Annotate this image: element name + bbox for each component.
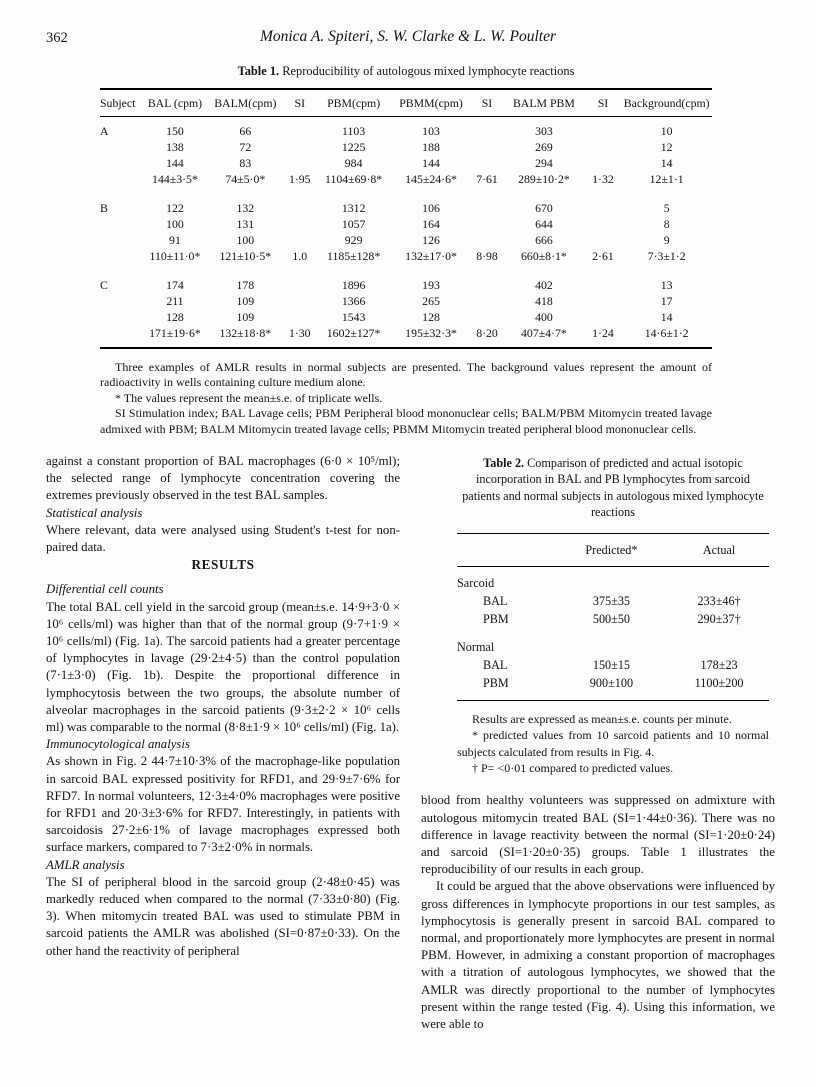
table1-cell <box>471 155 503 171</box>
table1-cell: 144 <box>166 156 184 170</box>
table1-cell <box>284 117 316 140</box>
table1-cell: 178 <box>236 278 255 292</box>
table1-cell: 145±24·6* <box>405 172 457 186</box>
table2-cell: 1100±200 <box>694 675 744 690</box>
table1-cell: 126 <box>422 233 440 247</box>
table1-row <box>100 155 712 171</box>
table1-cell <box>284 293 316 309</box>
body-columns <box>46 453 776 1033</box>
table1-cell <box>585 216 622 232</box>
subject-cell <box>100 171 143 187</box>
table2-section-row <box>457 628 769 656</box>
table1-cell: 150 <box>166 124 184 138</box>
table1-cell: 660±8·1* <box>521 249 567 263</box>
table2-row <box>457 674 769 701</box>
table1-cell: 670 <box>535 201 553 215</box>
table1-col-pbm: PBM(cpm) <box>316 89 391 117</box>
table1-cell: 303 <box>535 124 553 138</box>
table2-section-label: Sarcoid <box>457 575 495 590</box>
table2-col-predicted: Predicted* <box>554 533 669 566</box>
subject-cell: B <box>100 201 108 215</box>
table1-body <box>100 117 712 349</box>
table1-cell <box>284 216 316 232</box>
table1-cell: 122 <box>166 201 184 215</box>
table1-cell: 1896 <box>341 278 366 292</box>
table1-row <box>100 248 712 264</box>
table1-cell: 66 <box>239 124 252 138</box>
table1-cell <box>471 264 503 293</box>
table1-cell: 211 <box>166 294 184 308</box>
table1-cell <box>585 155 622 171</box>
table1 <box>100 88 712 349</box>
table1-cell <box>585 117 622 140</box>
table2-col-empty <box>457 533 554 566</box>
table1-cell <box>585 232 622 248</box>
running-head-authors: Monica A. Spiteri, S. W. Clarke & L. W. Poulter <box>259 28 557 45</box>
table1-caption <box>100 64 712 79</box>
table2-caption <box>457 455 769 521</box>
table1-cell: 1·24 <box>592 326 614 340</box>
table1-row <box>100 325 712 348</box>
statistical-analysis-heading: Statistical analysis <box>46 505 143 520</box>
table1-cell: 1312 <box>341 201 366 215</box>
table1-caption-text: Reproducibility of autologous mixed lymphocyte reactions <box>279 64 575 78</box>
table2-cell: 290±37† <box>697 611 741 626</box>
table1-notes <box>100 360 712 437</box>
table1-note-general: Three examples of AMLR results in normal subjects are presented. The background values represent the amount of radioactivity in wells containing culture medium alone. <box>100 360 712 390</box>
table2-col-actual: Actual <box>669 533 769 566</box>
table2-cell: 375±35 <box>592 593 631 608</box>
table2-cell: 178±23 <box>700 657 738 672</box>
table1-cell: 171±19·6* <box>149 326 201 340</box>
table1-cell: 106 <box>422 201 440 215</box>
table1-cell: 9 <box>663 233 670 247</box>
table2-section-row <box>457 566 769 592</box>
subject-cell <box>100 248 143 264</box>
table1-cell: 1.0 <box>292 249 308 263</box>
table1-cell: 1·95 <box>288 172 311 186</box>
left-column <box>46 453 400 1033</box>
table1-cell: 100 <box>166 217 184 231</box>
table1-cell: 17 <box>660 294 673 308</box>
table1-cell <box>284 187 316 216</box>
table1-cell: 1104±69·8* <box>325 172 383 186</box>
subject-cell <box>100 325 143 348</box>
table1-cell: 128 <box>422 310 440 324</box>
table1-row <box>100 216 712 232</box>
table1-cell: 400 <box>535 310 553 324</box>
table1-cell <box>471 187 503 216</box>
table1-note-abbreviations: SI Stimulation index; BAL Lavage cells; PBM Peripheral blood mononuclear cells; BALM/PBM Mitomycin treated lavage admixed with PBM; BALM Mitomycin treated lavage cells; PBMM Mitomycin treated peripheral blood mononuclear cells. <box>100 406 712 436</box>
table1-cell: 144±3·5* <box>152 172 198 186</box>
table2-body <box>457 566 769 700</box>
table1-row <box>100 117 712 140</box>
table2-row <box>457 610 769 628</box>
table1-cell: 12±1·1 <box>649 172 684 186</box>
table1-cell: 144 <box>422 156 440 170</box>
table1-cell: 1185±128* <box>327 249 381 263</box>
table2-block <box>457 455 769 776</box>
table1-cell: 10 <box>660 124 673 138</box>
table2-cell: BAL <box>483 593 508 608</box>
subject-cell <box>100 139 143 155</box>
table1-cell <box>284 264 316 293</box>
table2-cell: PBM <box>483 675 509 690</box>
table2-row <box>457 656 769 674</box>
table1-cell: 164 <box>422 217 440 231</box>
table1-cell: 2·61 <box>592 249 614 263</box>
table1-cell <box>284 139 316 155</box>
table1-cell: 74±5·0* <box>225 172 266 186</box>
table1-row <box>100 232 712 248</box>
table1-cell: 1602±127* <box>326 326 381 340</box>
table1-cell: 1225 <box>341 140 366 154</box>
table1-cell <box>471 139 503 155</box>
table1-cell: 132±18·8* <box>219 326 272 340</box>
table1-row <box>100 171 712 187</box>
table1-cell: 14·6±1·2 <box>644 326 689 340</box>
right-paragraph-1: blood from healthy volunteers was suppressed on admixture with autologous mitomycin treated BAL (SI=1·44±0·36). There was no difference in lavage reactivity between the normal (SI=1·20±0·24) and sarcoid (SI=1·20±0·35) groups. Table 1 illustrates the reproducibility of our results in each group. <box>421 793 775 877</box>
table2-cell: PBM <box>483 611 509 626</box>
table1-cell: 13 <box>660 278 673 292</box>
table1-cell: 402 <box>535 278 553 292</box>
table2-caption-text: Comparison of predicted and actual isotopic incorporation in BAL and PB lymphocytes from sarcoid patients and normal subjects in autologous mixed lymphocyte reactions <box>462 456 764 520</box>
differential-paragraph: The total BAL cell yield in the sarcoid group (mean±s.e. 14·9+3·0 × 10⁶ cells/ml) was higher than that of the normal group (9·7+1·9 × 10⁶ cells/ml) (Fig. 1a). The sarcoid patients had a greater percentage of lymphocytes in lavage (29·2±4·5) than the control population (7·1±3·0) (Fig. 1b). Despite the proportional difference in lymphocytosis between the two groups, the absolute number of alveolar macrophages in the sarcoid patients (9·3±2·2 × 10⁶ cells ml) was comparable to the normal (8·8±1·9 × 10⁶ cells/ml) (Fig. 1a). <box>46 599 400 735</box>
table1-cell: 8·98 <box>476 249 498 263</box>
table1-cell <box>585 187 622 216</box>
table1-cell: 100 <box>236 233 255 247</box>
table1-cell: 1366 <box>341 294 366 308</box>
table1-col-bal: BAL (cpm) <box>143 89 207 117</box>
table1-cell <box>585 309 622 325</box>
table1-cell: 109 <box>236 294 255 308</box>
table1-cell: 294 <box>535 156 553 170</box>
table1-cell: 110±11·0* <box>149 249 201 263</box>
table1-cell: 132±17·0* <box>405 249 457 263</box>
table1-cell: 8 <box>663 217 670 231</box>
table1-col-subject: Subject <box>100 89 143 117</box>
table1-cell <box>284 232 316 248</box>
table1-cell <box>284 309 316 325</box>
table1-cell <box>471 309 503 325</box>
table2-notes <box>457 711 769 777</box>
table1-cell: 418 <box>535 294 553 308</box>
table1-cell: 14 <box>660 156 673 170</box>
subject-cell <box>100 293 143 309</box>
table2-header-row <box>457 533 769 566</box>
table1-cell <box>471 117 503 140</box>
immuno-paragraph: As shown in Fig. 2 44·7±10·3% of the macrophage-like population in sarcoid BAL expressed positivity for RFD1, and 29·9±7·6% for RFD7. In normal volunteers, 12·3±4·0% macrophages were positive for RFD1 and 20·3±3·6% for RFD7. Interestingly, in patients with sarcoidosis 27·2±6·1% of lavage macrophages expressed both surface markers, compared to 7·3±2·0% in normals. <box>46 754 400 855</box>
amlr-heading: AMLR analysis <box>46 857 125 872</box>
table1-cell: 265 <box>422 294 440 308</box>
table1-cell: 5 <box>663 201 670 215</box>
table1-cell: 929 <box>344 233 363 247</box>
table1-cell: 7·3±1·2 <box>647 249 686 263</box>
table1-row <box>100 309 712 325</box>
table2 <box>457 533 769 701</box>
table2-caption-label: Table 2. <box>483 456 525 470</box>
table1-cell: 1103 <box>342 124 366 138</box>
statistical-analysis-paragraph: Where relevant, data were analysed using Student's t-test for non-paired data. <box>46 522 400 555</box>
table1-cell: 666 <box>535 233 553 247</box>
right-column <box>421 453 775 1033</box>
table1-cell <box>585 139 622 155</box>
subject-cell <box>100 155 143 171</box>
subject-cell: C <box>100 278 108 292</box>
table1-cell: 91 <box>169 233 181 247</box>
table1-cell: 8·20 <box>476 326 498 340</box>
table1-cell <box>284 155 316 171</box>
table1-cell: 12 <box>660 140 673 154</box>
table2-cell: 500±50 <box>592 611 631 626</box>
table1-row <box>100 293 712 309</box>
subject-cell <box>100 232 143 248</box>
table1-col-si2: SI <box>471 89 503 117</box>
table1-cell <box>585 264 622 293</box>
results-heading: RESULTS <box>191 557 255 573</box>
table1-cell: 109 <box>236 310 255 324</box>
right-paragraph-2: It could be argued that the above observations were influenced by gross differences in lymphocyte proportions in our test samples, as lymphocytosis is generally present in sarcoid BAL compared to normal, and proportionately more lymphocytes are present in normal PBM. However, in admixing a constant proportion of macrophages with a titration of autologous lymphocytes, we showed that the AMLR was directly proportional to the number of lymphocytes present within the range tested (Fig. 4). Using this information, we were able to <box>421 879 775 1032</box>
table1-cell: 1·32 <box>592 172 614 186</box>
amlr-paragraph: The SI of peripheral blood in the sarcoid group (2·48±0·45) was markedly reduced when compared to the normal (7·33±0·80) (Fig. 3). When mitomycin treated BAL was used to stimulate PBM in sarcoid patients the AMLR was abolished (SI=0·87±0·33). On the other hand the reactivity of peripheral <box>46 874 400 958</box>
table1-cell <box>585 293 622 309</box>
table2-note-dagger: † P= <0·01 compared to predicted values. <box>472 761 674 776</box>
table1-cell: 132 <box>236 201 255 215</box>
table1-cell: 138 <box>166 140 184 154</box>
table2-cell: 233±46† <box>697 593 741 608</box>
table1-cell: 7·61 <box>476 172 498 186</box>
table1-cell: 984 <box>344 156 363 170</box>
table1-cell: 289±10·2* <box>518 172 570 186</box>
table1-cell: 131 <box>236 217 255 231</box>
table1-cell <box>471 216 503 232</box>
table1-cell: 72 <box>239 140 252 154</box>
immuno-heading: Immunocytological analysis <box>46 737 190 752</box>
table1-col-si3: SI <box>585 89 622 117</box>
table1-cell: 1057 <box>341 217 366 231</box>
table1-header-row <box>100 89 712 117</box>
page-number: 362 <box>46 30 68 46</box>
table1-col-background: Background(cpm) <box>621 89 712 117</box>
table2-cell: 150±15 <box>592 657 631 672</box>
table1-cell: 269 <box>535 140 553 154</box>
table2-note-asterisk: * predicted values from 10 sarcoid patients and 10 normal subjects calculated from results in Fig. 4. <box>457 728 769 759</box>
table1-cell: 193 <box>422 278 440 292</box>
table1-cell: 14 <box>660 310 673 324</box>
table1-cell: 1·30 <box>288 326 311 340</box>
table1-cell: 644 <box>535 217 553 231</box>
table1-block <box>100 64 712 437</box>
table1-cell <box>471 232 503 248</box>
table1-cell: 83 <box>239 156 252 170</box>
differential-heading: Differential cell counts <box>46 582 164 597</box>
subject-cell <box>100 309 143 325</box>
intro-paragraph: against a constant proportion of BAL macrophages (6·0 × 10⁵/ml); the selected range of lymphocyte concentration covering the extremes previously observed in the test BAL samples. <box>46 454 400 503</box>
table1-cell: 103 <box>422 124 440 138</box>
table1-caption-label: Table 1. <box>237 64 280 78</box>
table2-cell: BAL <box>483 657 508 672</box>
table1-cell: 128 <box>166 310 184 324</box>
table1-col-balmpbm: BALM PBM <box>503 89 584 117</box>
table1-cell: 121±10·5* <box>219 249 272 263</box>
table1-cell: 407±4·7* <box>521 326 567 340</box>
table1-cell: 1543 <box>341 310 366 324</box>
table2-row <box>457 592 769 610</box>
table2-cell: 900±100 <box>589 675 634 690</box>
table1-row <box>100 264 712 293</box>
table1-cell <box>471 293 503 309</box>
table1-cell: 195±32·3* <box>405 326 457 340</box>
table1-col-pbmm: PBMM(cpm) <box>391 89 471 117</box>
table1-row <box>100 187 712 216</box>
table1-row <box>100 139 712 155</box>
table1-col-si1: SI <box>284 89 316 117</box>
table2-note-general: Results are expressed as mean±s.e. counts per minute. <box>472 711 732 726</box>
table2-section-label: Normal <box>457 639 495 654</box>
table1-col-balm: BALM(cpm) <box>207 89 283 117</box>
table1-cell: 174 <box>166 278 184 292</box>
table1-note-asterisk: * The values represent the mean±s.e. of triplicate wells. <box>115 390 383 405</box>
subject-cell <box>100 216 143 232</box>
table1-cell: 188 <box>422 140 440 154</box>
page-header <box>46 28 770 50</box>
subject-cell: A <box>100 124 109 138</box>
